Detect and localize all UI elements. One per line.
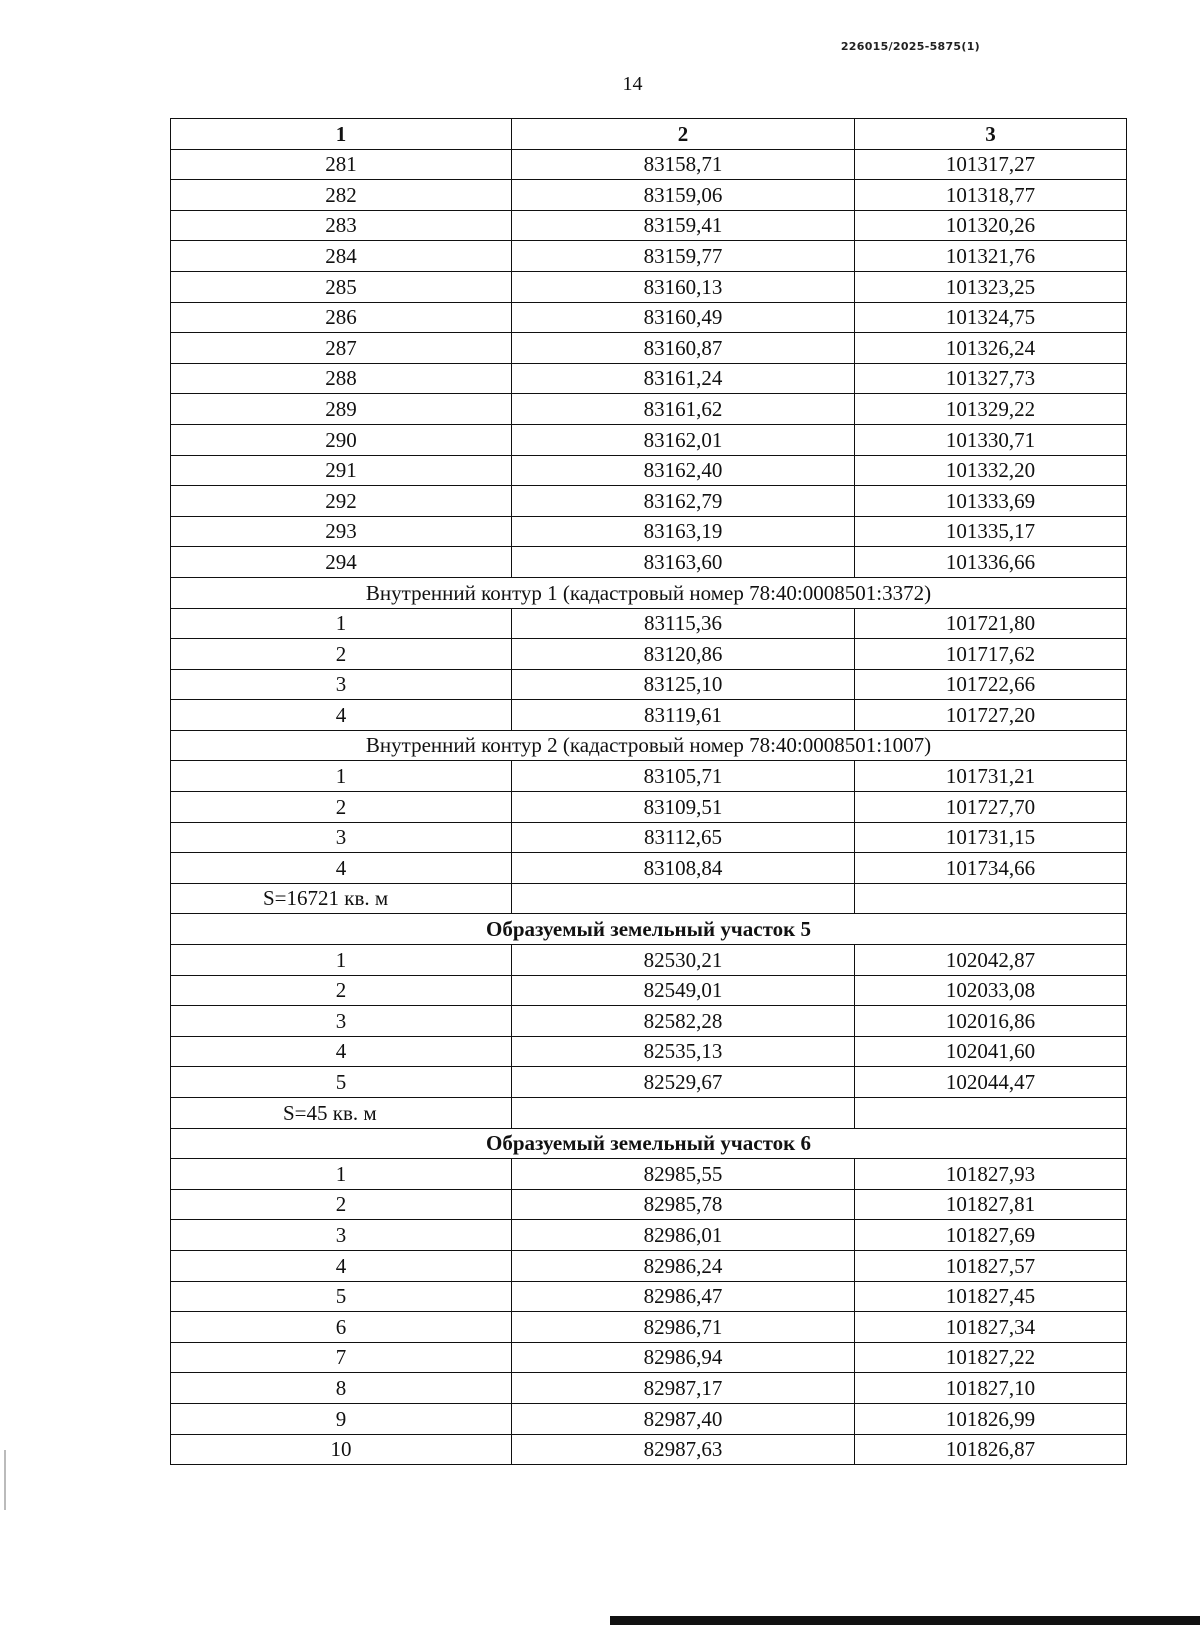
- table-row: [171, 1312, 1127, 1343]
- y-coordinate-cell: 102016,86: [855, 1006, 1127, 1037]
- y-coordinate-cell: 101323,25: [855, 271, 1127, 302]
- table-row: [171, 945, 1127, 976]
- x-coordinate-cell: 82986,47: [512, 1281, 855, 1312]
- x-coordinate-cell: 83125,10: [512, 669, 855, 700]
- y-coordinate-cell: 101722,66: [855, 669, 1127, 700]
- point-number-cell: 6: [171, 1312, 512, 1343]
- y-coordinate-cell: 101727,20: [855, 700, 1127, 731]
- point-number-cell: 292: [171, 486, 512, 517]
- area-value: S=16721 кв. м: [171, 883, 512, 914]
- point-number-cell: 2: [171, 792, 512, 823]
- x-coordinate-cell: 83112,65: [512, 822, 855, 853]
- point-number-cell: 288: [171, 363, 512, 394]
- column-header-3: 3: [855, 119, 1127, 150]
- y-coordinate-cell: 101734,66: [855, 853, 1127, 884]
- y-coordinate-cell: 101826,99: [855, 1403, 1127, 1434]
- x-coordinate-cell: 83159,06: [512, 180, 855, 211]
- table-row: [171, 822, 1127, 853]
- x-coordinate-cell: 83159,77: [512, 241, 855, 272]
- table-row: [171, 1036, 1127, 1067]
- scan-margin-mark: [4, 1450, 6, 1510]
- x-coordinate-cell: 83120,86: [512, 639, 855, 670]
- x-coordinate-cell: 83161,62: [512, 394, 855, 425]
- section-heading-row: [171, 577, 1127, 608]
- point-number-cell: 4: [171, 700, 512, 731]
- point-number-cell: 2: [171, 1189, 512, 1220]
- table-row: [171, 516, 1127, 547]
- section-heading-row: [171, 1128, 1127, 1159]
- table-row: [171, 1067, 1127, 1098]
- section-heading: Образуемый земельный участок 6: [171, 1128, 1127, 1159]
- y-coordinate-cell: 101333,69: [855, 486, 1127, 517]
- y-coordinate-cell: 101731,15: [855, 822, 1127, 853]
- document-number: 226015/2025-5875(1): [840, 40, 980, 53]
- empty-cell: [512, 883, 855, 914]
- point-number-cell: 3: [171, 669, 512, 700]
- y-coordinate-cell: 101827,34: [855, 1312, 1127, 1343]
- point-number-cell: 4: [171, 1250, 512, 1281]
- y-coordinate-cell: 101827,81: [855, 1189, 1127, 1220]
- point-number-cell: 8: [171, 1373, 512, 1404]
- y-coordinate-cell: 101332,20: [855, 455, 1127, 486]
- x-coordinate-cell: 82986,24: [512, 1250, 855, 1281]
- table-row: [171, 455, 1127, 486]
- table-row: [171, 639, 1127, 670]
- column-header-2: 2: [512, 119, 855, 150]
- y-coordinate-cell: 101317,27: [855, 149, 1127, 180]
- table-row: [171, 1189, 1127, 1220]
- x-coordinate-cell: 83163,60: [512, 547, 855, 578]
- x-coordinate-cell: 82530,21: [512, 945, 855, 976]
- y-coordinate-cell: 101826,87: [855, 1434, 1127, 1465]
- x-coordinate-cell: 82985,78: [512, 1189, 855, 1220]
- point-number-cell: 3: [171, 1220, 512, 1251]
- area-row: [171, 1098, 1127, 1129]
- x-coordinate-cell: 82549,01: [512, 975, 855, 1006]
- x-coordinate-cell: 82985,55: [512, 1159, 855, 1190]
- y-coordinate-cell: 101827,45: [855, 1281, 1127, 1312]
- point-number-cell: 290: [171, 424, 512, 455]
- y-coordinate-cell: 101827,22: [855, 1342, 1127, 1373]
- point-number-cell: 291: [171, 455, 512, 486]
- x-coordinate-cell: 83160,87: [512, 333, 855, 364]
- point-number-cell: 284: [171, 241, 512, 272]
- y-coordinate-cell: 101727,70: [855, 792, 1127, 823]
- y-coordinate-cell: 101717,62: [855, 639, 1127, 670]
- y-coordinate-cell: 101827,10: [855, 1373, 1127, 1404]
- table-row: [171, 700, 1127, 731]
- table-row: [171, 792, 1127, 823]
- y-coordinate-cell: 101327,73: [855, 363, 1127, 394]
- point-number-cell: 7: [171, 1342, 512, 1373]
- point-number-cell: 281: [171, 149, 512, 180]
- x-coordinate-cell: 83109,51: [512, 792, 855, 823]
- y-coordinate-cell: 101827,57: [855, 1250, 1127, 1281]
- table-row: [171, 210, 1127, 241]
- table-row: [171, 333, 1127, 364]
- table-row: [171, 547, 1127, 578]
- x-coordinate-cell: 82987,63: [512, 1434, 855, 1465]
- point-number-cell: 293: [171, 516, 512, 547]
- x-coordinate-cell: 83115,36: [512, 608, 855, 639]
- scan-bottom-rule: [610, 1616, 1200, 1625]
- y-coordinate-cell: 101721,80: [855, 608, 1127, 639]
- section-heading-row: [171, 914, 1127, 945]
- point-number-cell: 10: [171, 1434, 512, 1465]
- y-coordinate-cell: 102033,08: [855, 975, 1127, 1006]
- x-coordinate-cell: 83163,19: [512, 516, 855, 547]
- table-row: [171, 669, 1127, 700]
- empty-cell: [512, 1098, 855, 1129]
- section-heading: Образуемый земельный участок 5: [171, 914, 1127, 945]
- table-row: [171, 1006, 1127, 1037]
- x-coordinate-cell: 83119,61: [512, 700, 855, 731]
- empty-cell: [855, 1098, 1127, 1129]
- y-coordinate-cell: 101731,21: [855, 761, 1127, 792]
- coordinates-table: [170, 118, 1127, 1465]
- y-coordinate-cell: 102042,87: [855, 945, 1127, 976]
- area-value: S=45 кв. м: [171, 1098, 512, 1129]
- table-row: [171, 608, 1127, 639]
- point-number-cell: 1: [171, 945, 512, 976]
- table-body: [171, 149, 1127, 1465]
- table-header-row: [171, 119, 1127, 150]
- table-row: [171, 761, 1127, 792]
- point-number-cell: 286: [171, 302, 512, 333]
- point-number-cell: 3: [171, 1006, 512, 1037]
- table-row: [171, 1373, 1127, 1404]
- table-row: [171, 149, 1127, 180]
- empty-cell: [855, 883, 1127, 914]
- table-row: [171, 1159, 1127, 1190]
- point-number-cell: 287: [171, 333, 512, 364]
- y-coordinate-cell: 101324,75: [855, 302, 1127, 333]
- point-number-cell: 283: [171, 210, 512, 241]
- y-coordinate-cell: 101330,71: [855, 424, 1127, 455]
- section-heading-row: [171, 730, 1127, 761]
- table-row: [171, 1434, 1127, 1465]
- point-number-cell: 285: [171, 271, 512, 302]
- table-row: [171, 394, 1127, 425]
- y-coordinate-cell: 101329,22: [855, 394, 1127, 425]
- table-row: [171, 853, 1127, 884]
- x-coordinate-cell: 82986,94: [512, 1342, 855, 1373]
- x-coordinate-cell: 82987,17: [512, 1373, 855, 1404]
- table-row: [171, 1281, 1127, 1312]
- y-coordinate-cell: 101321,76: [855, 241, 1127, 272]
- x-coordinate-cell: 82986,01: [512, 1220, 855, 1251]
- x-coordinate-cell: 83160,49: [512, 302, 855, 333]
- x-coordinate-cell: 82986,71: [512, 1312, 855, 1343]
- area-row: [171, 883, 1127, 914]
- x-coordinate-cell: 82987,40: [512, 1403, 855, 1434]
- section-heading: Внутренний контур 2 (кадастровый номер 78:40:0008501:1007): [171, 730, 1127, 761]
- table-row: [171, 975, 1127, 1006]
- y-coordinate-cell: 102041,60: [855, 1036, 1127, 1067]
- x-coordinate-cell: 83108,84: [512, 853, 855, 884]
- y-coordinate-cell: 101326,24: [855, 333, 1127, 364]
- point-number-cell: 5: [171, 1281, 512, 1312]
- point-number-cell: 4: [171, 1036, 512, 1067]
- point-number-cell: 2: [171, 975, 512, 1006]
- section-heading: Внутренний контур 1 (кадастровый номер 78:40:0008501:3372): [171, 577, 1127, 608]
- table-row: [171, 1342, 1127, 1373]
- y-coordinate-cell: 102044,47: [855, 1067, 1127, 1098]
- table-row: [171, 180, 1127, 211]
- table-row: [171, 486, 1127, 517]
- x-coordinate-cell: 82582,28: [512, 1006, 855, 1037]
- y-coordinate-cell: 101336,66: [855, 547, 1127, 578]
- point-number-cell: 294: [171, 547, 512, 578]
- point-number-cell: 4: [171, 853, 512, 884]
- point-number-cell: 3: [171, 822, 512, 853]
- x-coordinate-cell: 83162,40: [512, 455, 855, 486]
- point-number-cell: 289: [171, 394, 512, 425]
- point-number-cell: 2: [171, 639, 512, 670]
- table-row: [171, 302, 1127, 333]
- x-coordinate-cell: 83105,71: [512, 761, 855, 792]
- x-coordinate-cell: 83162,01: [512, 424, 855, 455]
- x-coordinate-cell: 83162,79: [512, 486, 855, 517]
- point-number-cell: 1: [171, 1159, 512, 1190]
- column-header-1: 1: [171, 119, 512, 150]
- page-number: 14: [622, 73, 643, 95]
- table-row: [171, 1403, 1127, 1434]
- table-row: [171, 1220, 1127, 1251]
- y-coordinate-cell: 101335,17: [855, 516, 1127, 547]
- table-row: [171, 1250, 1127, 1281]
- point-number-cell: 5: [171, 1067, 512, 1098]
- x-coordinate-cell: 83161,24: [512, 363, 855, 394]
- table-row: [171, 363, 1127, 394]
- point-number-cell: 1: [171, 761, 512, 792]
- x-coordinate-cell: 82529,67: [512, 1067, 855, 1098]
- y-coordinate-cell: 101320,26: [855, 210, 1127, 241]
- x-coordinate-cell: 83158,71: [512, 149, 855, 180]
- x-coordinate-cell: 82535,13: [512, 1036, 855, 1067]
- y-coordinate-cell: 101827,93: [855, 1159, 1127, 1190]
- table-row: [171, 241, 1127, 272]
- table-row: [171, 424, 1127, 455]
- y-coordinate-cell: 101827,69: [855, 1220, 1127, 1251]
- point-number-cell: 1: [171, 608, 512, 639]
- point-number-cell: 282: [171, 180, 512, 211]
- point-number-cell: 9: [171, 1403, 512, 1434]
- x-coordinate-cell: 83159,41: [512, 210, 855, 241]
- x-coordinate-cell: 83160,13: [512, 271, 855, 302]
- y-coordinate-cell: 101318,77: [855, 180, 1127, 211]
- table-row: [171, 271, 1127, 302]
